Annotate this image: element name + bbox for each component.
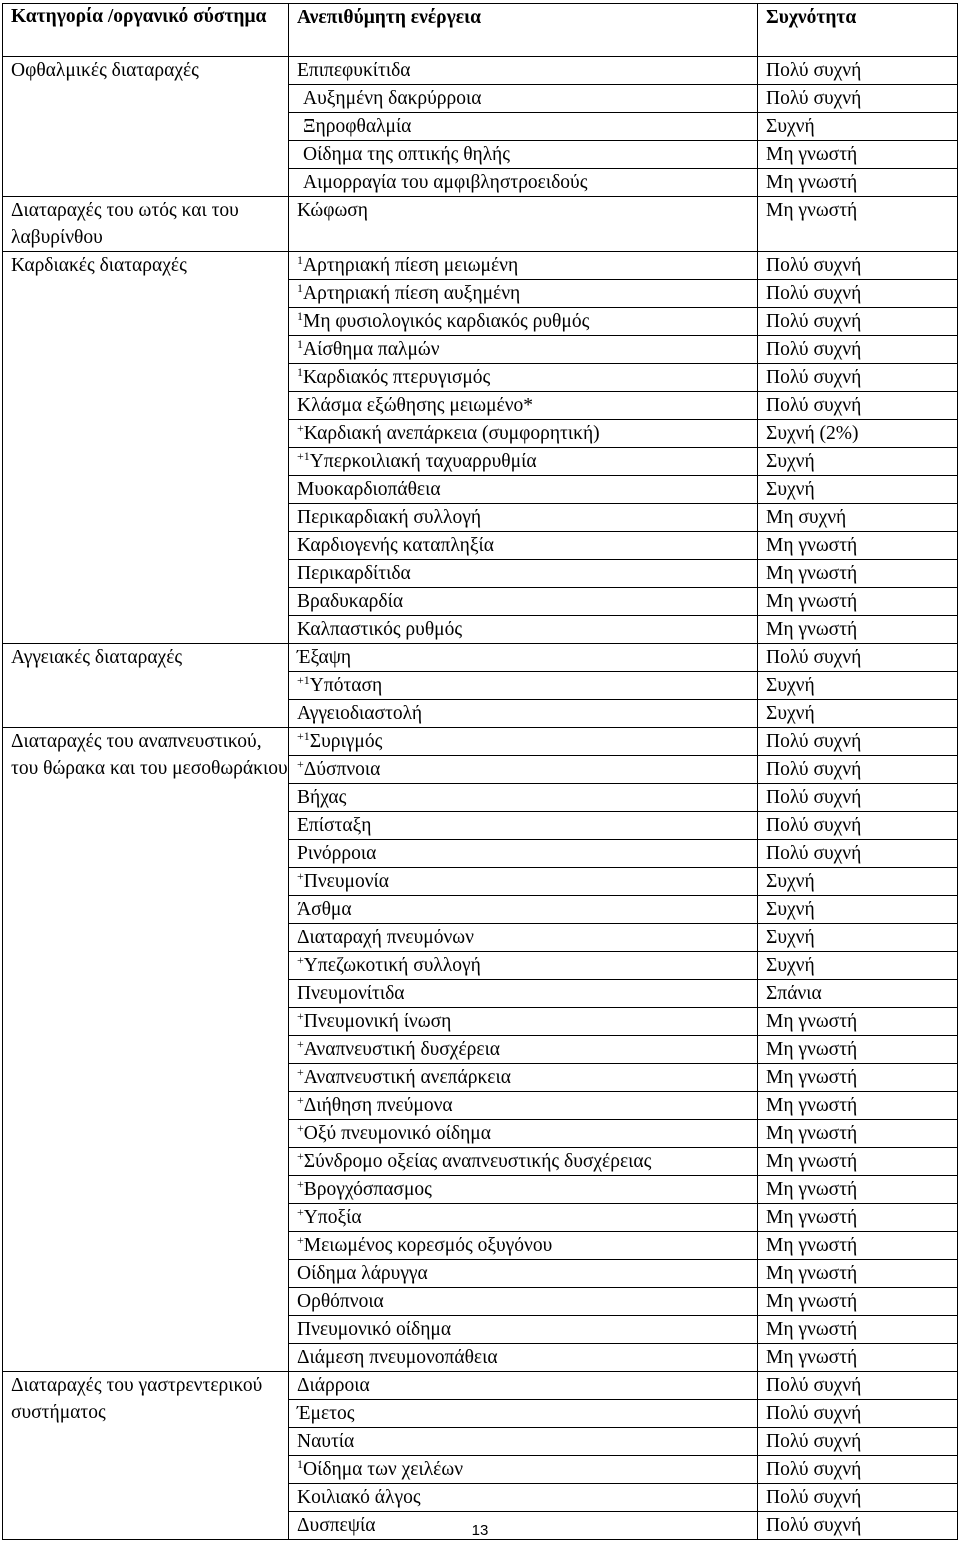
frequency-cell: Πολύ συχνή: [758, 840, 958, 868]
effect-cell: [289, 420, 758, 448]
effect-cell: [289, 57, 758, 85]
effect-cell: [289, 728, 758, 756]
effect-cell: [289, 980, 758, 1008]
effect-cell: [289, 560, 758, 588]
frequency-cell: Μη γνωστή: [758, 1232, 958, 1260]
effect-cell: [289, 1176, 758, 1204]
effect-label: Διάμεση πνευμονοπάθεια: [297, 1347, 498, 1368]
effect-cell: [289, 448, 758, 476]
effect-cell: [289, 308, 758, 336]
effect-label: Κλάσμα εξώθησης μειωμένο*: [297, 395, 534, 416]
table-body: [3, 57, 958, 1540]
effect-cell: [289, 1036, 758, 1064]
effect-label: Επίσταξη: [297, 815, 372, 836]
frequency-cell: Μη γνωστή: [758, 532, 958, 560]
effect-label: Καρδιογενής καταπληξία: [297, 535, 494, 556]
effect-cell: [289, 1372, 758, 1400]
effect-label: Πνευμονικό οίδημα: [297, 1319, 452, 1340]
effect-footnote-marker: +: [297, 1177, 304, 1191]
effect-label: Πνευμονίτιδα: [297, 983, 405, 1004]
effect-footnote-marker: +: [297, 869, 304, 883]
frequency-cell: Συχνή (2%): [758, 420, 958, 448]
frequency-cell: Μη γνωστή: [758, 1064, 958, 1092]
effect-label: Περικαρδίτιδα: [297, 563, 411, 584]
effect-footnote-marker: +: [297, 1093, 304, 1107]
effect-cell: [289, 952, 758, 980]
effect-label: Καρδιακή ανεπάρκεια (συμφορητική): [303, 423, 600, 444]
frequency-cell: Συχνή: [758, 113, 958, 141]
effect-footnote-marker: 1: [297, 253, 303, 267]
category-cell: Καρδιακές διαταραχές: [3, 252, 289, 644]
effect-cell: [289, 113, 758, 141]
effect-cell: [289, 1288, 758, 1316]
effect-label: Καρδιακός πτερυγισμός: [303, 367, 491, 388]
frequency-cell: Πολύ συχνή: [758, 336, 958, 364]
table-row: [3, 57, 958, 85]
effect-label: Σύνδρομο οξείας αναπνευστικής δυσχέρειας: [303, 1151, 652, 1172]
frequency-cell: Συχνή: [758, 924, 958, 952]
effect-label: Μυοκαρδιοπάθεια: [297, 479, 441, 500]
effect-cell: [289, 532, 758, 560]
frequency-cell: Μη γνωστή: [758, 1176, 958, 1204]
effect-cell: [289, 784, 758, 812]
effect-label: Μειωμένος κορεσμός οξυγόνου: [303, 1235, 553, 1256]
effect-cell: [289, 616, 758, 644]
frequency-cell: Μη γνωστή: [758, 1260, 958, 1288]
table-row: [3, 252, 958, 280]
effect-cell: [289, 1400, 758, 1428]
frequency-cell: Συχνή: [758, 448, 958, 476]
effect-footnote-marker: +: [297, 1149, 304, 1163]
effect-cell: [289, 868, 758, 896]
frequency-cell: Πολύ συχνή: [758, 644, 958, 672]
effect-cell: [289, 1148, 758, 1176]
effect-footnote-marker: +: [297, 953, 304, 967]
effect-label: Υπεζωκοτική συλλογή: [303, 955, 481, 976]
frequency-cell: Πολύ συχνή: [758, 1428, 958, 1456]
effect-cell: [289, 1456, 758, 1484]
effect-label: Αγγειοδιαστολή: [297, 703, 423, 724]
effect-footnote-marker: 1: [297, 309, 303, 323]
effect-label: Περικαρδιακή συλλογή: [297, 507, 482, 528]
frequency-cell: Συχνή: [758, 896, 958, 924]
effect-label: Οίδημα λάρυγγα: [297, 1263, 428, 1284]
effect-footnote-marker: +1: [297, 673, 310, 687]
category-cell: Διαταραχές του αναπνευστικού, του θώρακα και του μεσοθωράκιου: [3, 728, 289, 1372]
frequency-cell: Μη γνωστή: [758, 1120, 958, 1148]
effect-cell: [289, 840, 758, 868]
frequency-cell: Πολύ συχνή: [758, 812, 958, 840]
effect-cell: [289, 1428, 758, 1456]
frequency-cell: Συχνή: [758, 672, 958, 700]
frequency-cell: Συχνή: [758, 700, 958, 728]
effect-footnote-marker: 1: [297, 365, 303, 379]
effect-label: Δύσπνοια: [303, 759, 381, 780]
effect-label: Οίδημα της οπτικής θηλής: [303, 144, 510, 165]
effect-cell: [289, 1260, 758, 1288]
frequency-cell: Μη γνωστή: [758, 1092, 958, 1120]
effect-label: Αναπνευστική ανεπάρκεια: [303, 1067, 511, 1088]
effect-label: Υποξία: [303, 1207, 362, 1228]
effect-footnote-marker: +: [297, 1037, 304, 1051]
frequency-cell: Πολύ συχνή: [758, 392, 958, 420]
frequency-cell: Σπάνια: [758, 980, 958, 1008]
effect-cell: [289, 1008, 758, 1036]
effect-label: Αιμορραγία του αμφιβληστροειδούς: [303, 172, 588, 193]
category-cell: Οφθαλμικές διαταραχές: [3, 57, 289, 197]
category-cell: Αγγειακές διαταραχές: [3, 644, 289, 728]
frequency-cell: Μη γνωστή: [758, 141, 958, 169]
effect-label: Οίδημα των χειλέων: [303, 1459, 464, 1480]
effect-label: Οξύ πνευμονικό οίδημα: [303, 1123, 491, 1144]
table-header-row: [3, 4, 958, 57]
effect-label: Αρτηριακή πίεση μειωμένη: [303, 255, 519, 276]
effect-footnote-marker: +1: [297, 729, 310, 743]
effect-label: Υπόταση: [309, 675, 383, 696]
frequency-cell: Πολύ συχνή: [758, 756, 958, 784]
frequency-cell: Μη γνωστή: [758, 1036, 958, 1064]
effect-label: Βρογχόσπασμος: [303, 1179, 432, 1200]
effect-footnote-marker: +: [297, 1205, 304, 1219]
effect-label: Συριγμός: [309, 731, 383, 752]
effect-footnote-marker: 1: [297, 337, 303, 351]
frequency-cell: Μη γνωστή: [758, 1204, 958, 1232]
effect-label: Ορθόπνοια: [297, 1291, 384, 1312]
frequency-cell: Πολύ συχνή: [758, 1372, 958, 1400]
frequency-cell: Μη γνωστή: [758, 1316, 958, 1344]
table-row: [3, 197, 958, 252]
effect-label: Διήθηση πνεύμονα: [303, 1095, 453, 1116]
frequency-cell: Πολύ συχνή: [758, 1484, 958, 1512]
effect-cell: [289, 1204, 758, 1232]
effect-label: Αυξημένη δακρύρροια: [303, 88, 482, 109]
effect-label: Βήχας: [297, 787, 347, 808]
adverse-reactions-table: [2, 3, 958, 1540]
frequency-cell: Πολύ συχνή: [758, 57, 958, 85]
frequency-cell: Μη γνωστή: [758, 560, 958, 588]
effect-label: Πνευμονική ίνωση: [303, 1011, 452, 1032]
effect-label: Δυσπεψία: [297, 1515, 376, 1536]
effect-label: Κοιλιακό άλγος: [297, 1487, 421, 1508]
effect-label: Ρινόρροια: [297, 843, 377, 864]
frequency-cell: Μη γνωστή: [758, 616, 958, 644]
frequency-cell: Μη γνωστή: [758, 169, 958, 197]
effect-footnote-marker: +: [297, 1065, 304, 1079]
effect-cell: [289, 252, 758, 280]
frequency-cell: Συχνή: [758, 476, 958, 504]
frequency-cell: Μη γνωστή: [758, 1344, 958, 1372]
effect-label: Αίσθημα παλμών: [303, 339, 440, 360]
effect-label: Αρτηριακή πίεση αυξημένη: [303, 283, 521, 304]
frequency-cell: Πολύ συχνή: [758, 85, 958, 113]
effect-cell: [289, 756, 758, 784]
effect-cell: [289, 644, 758, 672]
effect-label: Καλπαστικός ρυθμός: [297, 619, 463, 640]
effect-label: Ναυτία: [297, 1431, 355, 1452]
effect-label: Άσθμα: [297, 899, 352, 920]
header-category: Κατηγορία /οργανικό σύστημα: [3, 4, 289, 57]
header-effect: Ανεπιθύμητη ενέργεια: [289, 4, 758, 57]
effect-label: Ξηροφθαλμία: [303, 116, 412, 137]
effect-cell: [289, 1232, 758, 1260]
effect-cell: [289, 1064, 758, 1092]
effect-label: Διαταραχή πνευμόνων: [297, 927, 474, 948]
effect-footnote-marker: 1: [297, 281, 303, 295]
effect-label: Αναπνευστική δυσχέρεια: [303, 1039, 501, 1060]
effect-footnote-marker: +: [297, 757, 304, 771]
effect-cell: [289, 924, 758, 952]
frequency-cell: Πολύ συχνή: [758, 364, 958, 392]
effect-cell: [289, 476, 758, 504]
effect-footnote-marker: +: [297, 421, 304, 435]
effect-label: Κώφωση: [297, 200, 368, 221]
frequency-cell: Μη συχνή: [758, 504, 958, 532]
effect-footnote-marker: +: [297, 1233, 304, 1247]
effect-cell: [289, 1092, 758, 1120]
frequency-cell: Πολύ συχνή: [758, 1512, 958, 1540]
effect-footnote-marker: +: [297, 1009, 304, 1023]
effect-cell: [289, 504, 758, 532]
table-row: [3, 1372, 958, 1400]
effect-label: Πνευμονία: [303, 871, 390, 892]
effect-cell: [289, 700, 758, 728]
header-frequency: Συχνότητα: [758, 4, 958, 57]
frequency-cell: Πολύ συχνή: [758, 252, 958, 280]
frequency-cell: Μη γνωστή: [758, 588, 958, 616]
frequency-cell: Μη γνωστή: [758, 1008, 958, 1036]
effect-cell: [289, 896, 758, 924]
effect-label: Έμετος: [297, 1403, 355, 1424]
effect-label: Επιπεφυκίτιδα: [297, 60, 411, 81]
page-number: 13: [471, 1522, 489, 1539]
effect-footnote-marker: 1: [297, 1457, 303, 1471]
frequency-cell: Πολύ συχνή: [758, 280, 958, 308]
effect-footnote-marker: +: [297, 1121, 304, 1135]
effect-cell: [289, 169, 758, 197]
table-row: [3, 644, 958, 672]
effect-label: Έξαψη: [297, 647, 352, 668]
frequency-cell: Συχνή: [758, 868, 958, 896]
effect-cell: [289, 85, 758, 113]
frequency-cell: Πολύ συχνή: [758, 308, 958, 336]
effect-cell: [289, 588, 758, 616]
effect-cell: [289, 197, 758, 252]
effect-cell: [289, 280, 758, 308]
effect-cell: [289, 141, 758, 169]
frequency-cell: Μη γνωστή: [758, 197, 958, 252]
category-cell: Διαταραχές του ωτός και του λαβυρίνθου: [3, 197, 289, 252]
effect-cell: [289, 1484, 758, 1512]
frequency-cell: Μη γνωστή: [758, 1288, 958, 1316]
effect-label: Υπερκοιλιακή ταχυαρρυθμία: [309, 451, 537, 472]
effect-cell: [289, 392, 758, 420]
effect-label: Διάρροια: [297, 1375, 370, 1396]
frequency-cell: Πολύ συχνή: [758, 784, 958, 812]
effect-cell: [289, 336, 758, 364]
effect-footnote-marker: +1: [297, 449, 310, 463]
frequency-cell: Μη γνωστή: [758, 1148, 958, 1176]
category-cell: Διαταραχές του γαστρεντερικού συστήματος: [3, 1372, 289, 1540]
frequency-cell: Πολύ συχνή: [758, 1456, 958, 1484]
frequency-cell: Πολύ συχνή: [758, 1400, 958, 1428]
table-row: [3, 728, 958, 756]
effect-cell: [289, 364, 758, 392]
effect-cell: [289, 1344, 758, 1372]
effect-cell: [289, 1120, 758, 1148]
frequency-cell: Συχνή: [758, 952, 958, 980]
frequency-cell: Πολύ συχνή: [758, 728, 958, 756]
effect-cell: [289, 1316, 758, 1344]
effect-cell: [289, 672, 758, 700]
effect-label: Βραδυκαρδία: [297, 591, 404, 612]
effect-label: Μη φυσιολογικός καρδιακός ρυθμός: [303, 311, 590, 332]
effect-cell: [289, 812, 758, 840]
